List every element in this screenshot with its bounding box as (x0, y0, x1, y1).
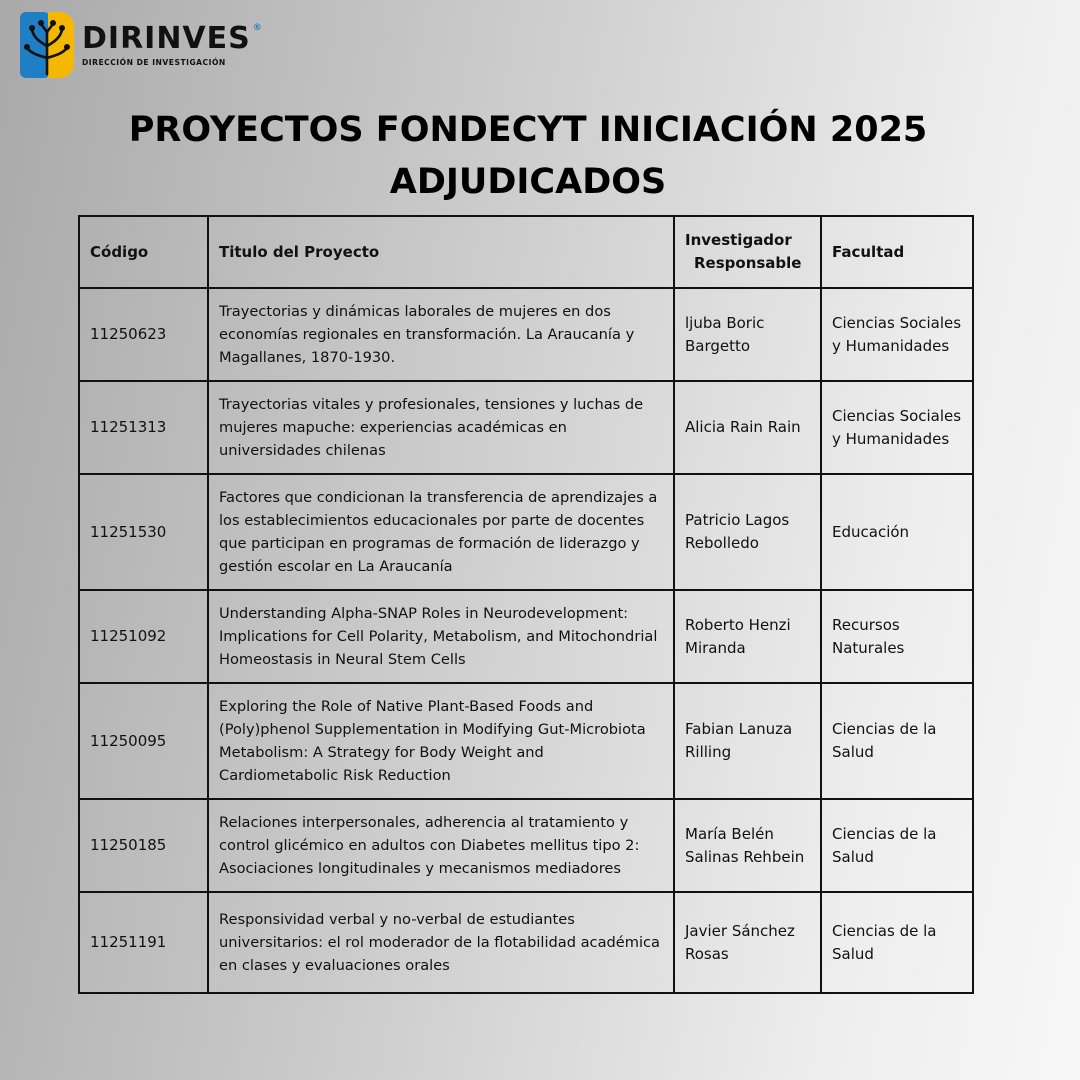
table-row (79, 799, 973, 892)
cell-title: Trayectorias vitales y profesionales, tensiones y luchas de mujeres mapuche: experiencias académicas en universidades chilenas (208, 381, 674, 474)
table-row (79, 892, 973, 993)
cell-faculty: Ciencias Sociales y Humanidades (821, 288, 973, 381)
cell-title: Exploring the Role of Native Plant-Based Foods and (Poly)phenol Supplementation in Modifying Gut-Microbiota Metabolism: A Strategy for Body Weight and Cardiometabolic Risk Reduction (208, 683, 674, 799)
cell-investigator: Patricio Lagos Rebolledo (674, 474, 821, 590)
cell-code: 11251313 (79, 381, 208, 474)
projects-table (78, 215, 974, 994)
header-investigator-line2: Responsable (694, 254, 802, 272)
cell-investigator: ljuba Boric Bargetto (674, 288, 821, 381)
cell-faculty: Ciencias de la Salud (821, 799, 973, 892)
cell-code: 11250185 (79, 799, 208, 892)
header-investigator (674, 216, 821, 288)
dirinves-logo-mark-icon (20, 12, 74, 78)
cell-title: Trayectorias y dinámicas laborales de mujeres en dos economías regionales en transformación. La Araucanía y Magallanes, 1870-1930. (208, 288, 674, 381)
table-row (79, 474, 973, 590)
header-title: Titulo del Proyecto (208, 216, 674, 288)
header-investigator-line1: Investigador (685, 231, 792, 249)
cell-faculty: Ciencias Sociales y Humanidades (821, 381, 973, 474)
header-code: Código (79, 216, 208, 288)
page-title-line1: PROYECTOS FONDECYT INICIACIÓN 2025 (128, 110, 928, 150)
cell-code: 11251092 (79, 590, 208, 683)
cell-investigator: Roberto Henzi Miranda (674, 590, 821, 683)
cell-code: 11251530 (79, 474, 208, 590)
cell-faculty: Educación (821, 474, 973, 590)
cell-investigator: María Belén Salinas Rehbein (674, 799, 821, 892)
cell-code: 11250623 (79, 288, 208, 381)
cell-faculty: Recursos Naturales (821, 590, 973, 683)
page-title-line2: ADJUDICADOS (389, 162, 667, 202)
cell-title: Understanding Alpha-SNAP Roles in Neurodevelopment: Implications for Cell Polarity, Metabolism, and Mitochondrial Homeostasis in Neural Stem Cells (208, 590, 674, 683)
dirinves-logo: DIRINVES ® DIRECCIÓN DE INVESTIGACIÓN (20, 12, 290, 80)
header-faculty: Facultad (821, 216, 973, 288)
logo-subtitle: DIRECCIÓN DE INVESTIGACIÓN (82, 58, 226, 67)
table-row (79, 381, 973, 474)
cell-faculty: Ciencias de la Salud (821, 683, 973, 799)
cell-investigator: Javier Sánchez Rosas (674, 892, 821, 993)
cell-code: 11250095 (79, 683, 208, 799)
cell-investigator: Alicia Rain Rain (674, 381, 821, 474)
table-row (79, 288, 973, 381)
table-row (79, 590, 973, 683)
logo-wordmark: DIRINVES (82, 21, 251, 56)
cell-title: Relaciones interpersonales, adherencia al tratamiento y control glicémico en adultos con Diabetes mellitus tipo 2: Asociaciones longitudinales y mecanismos mediadores (208, 799, 674, 892)
cell-title: Responsividad verbal y no-verbal de estudiantes universitarios: el rol moderador de la flotabilidad académica en clases y evaluaciones orales (208, 892, 674, 993)
cell-investigator: Fabian Lanuza Rilling (674, 683, 821, 799)
cell-code: 11251191 (79, 892, 208, 993)
table-row (79, 683, 973, 799)
cell-title: Factores que condicionan la transferencia de aprendizajes a los establecimientos educacionales por parte de docentes que participan en programas de formación de liderazgo y gestión escolar en La Araucanía (208, 474, 674, 590)
cell-faculty: Ciencias de la Salud (821, 892, 973, 993)
table-header-row (79, 216, 973, 288)
page-title (80, 104, 976, 208)
